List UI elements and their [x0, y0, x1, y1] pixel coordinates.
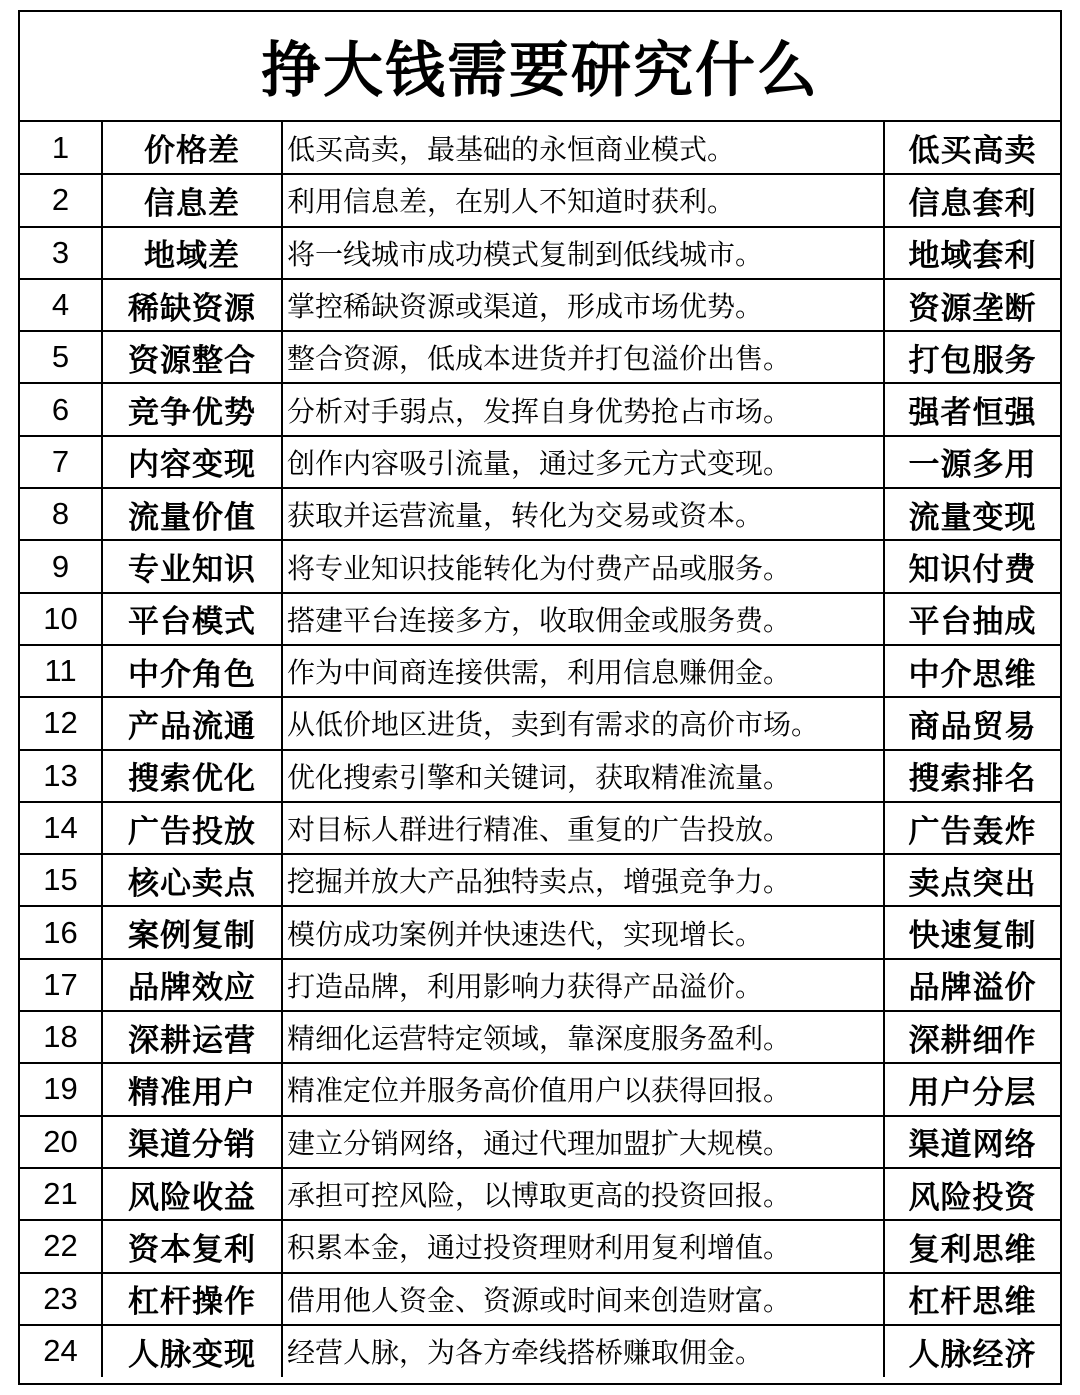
topic-name: 杠杆操作 — [102, 1273, 282, 1325]
table-row — [20, 593, 1060, 645]
topic-name: 深耕运营 — [102, 1011, 282, 1063]
topic-tag: 风险投资 — [884, 1168, 1060, 1220]
topic-tag: 复利思维 — [884, 1220, 1060, 1272]
topic-name: 信息差 — [102, 174, 282, 226]
table-row — [20, 854, 1060, 906]
table-row — [20, 488, 1060, 540]
topic-tag: 广告轰炸 — [884, 802, 1060, 854]
topic-description: 经营人脉，为各方牵线搭桥赚取佣金。 — [282, 1325, 884, 1377]
topic-name: 竞争优势 — [102, 383, 282, 435]
topic-tag: 打包服务 — [884, 331, 1060, 383]
row-number: 18 — [20, 1011, 102, 1063]
table-row — [20, 1220, 1060, 1272]
topic-description: 整合资源，低成本进货并打包溢价出售。 — [282, 331, 884, 383]
table-row — [20, 1273, 1060, 1325]
row-number: 12 — [20, 697, 102, 749]
table-row — [20, 383, 1060, 435]
topic-description: 对目标人群进行精准、重复的广告投放。 — [282, 802, 884, 854]
topic-name: 内容变现 — [102, 436, 282, 488]
table-row — [20, 1116, 1060, 1168]
topic-tag: 流量变现 — [884, 488, 1060, 540]
topic-tag: 商品贸易 — [884, 697, 1060, 749]
topic-description: 获取并运营流量，转化为交易或资本。 — [282, 488, 884, 540]
table-row — [20, 227, 1060, 279]
row-number: 2 — [20, 174, 102, 226]
row-number: 9 — [20, 540, 102, 592]
topic-tag: 卖点突出 — [884, 854, 1060, 906]
table-row — [20, 906, 1060, 958]
topic-name: 搜索优化 — [102, 750, 282, 802]
topic-tag: 中介思维 — [884, 645, 1060, 697]
table-row — [20, 697, 1060, 749]
topic-tag: 深耕细作 — [884, 1011, 1060, 1063]
topic-name: 资源整合 — [102, 331, 282, 383]
table-row — [20, 1063, 1060, 1115]
topic-name: 稀缺资源 — [102, 279, 282, 331]
row-number: 24 — [20, 1325, 102, 1377]
topic-name: 资本复利 — [102, 1220, 282, 1272]
row-number: 20 — [20, 1116, 102, 1168]
table-row — [20, 802, 1060, 854]
row-number: 13 — [20, 750, 102, 802]
topic-name: 产品流通 — [102, 697, 282, 749]
topic-name: 风险收益 — [102, 1168, 282, 1220]
topic-description: 挖掘并放大产品独特卖点，增强竞争力。 — [282, 854, 884, 906]
table-row — [20, 1011, 1060, 1063]
topic-tag: 一源多用 — [884, 436, 1060, 488]
table-row — [20, 122, 1060, 174]
topic-description: 模仿成功案例并快速迭代，实现增长。 — [282, 906, 884, 958]
topic-tag: 信息套利 — [884, 174, 1060, 226]
table-row — [20, 1168, 1060, 1220]
row-number: 17 — [20, 959, 102, 1011]
topic-description: 分析对手弱点，发挥自身优势抢占市场。 — [282, 383, 884, 435]
row-number: 5 — [20, 331, 102, 383]
row-number: 16 — [20, 906, 102, 958]
topic-tag: 品牌溢价 — [884, 959, 1060, 1011]
topic-name: 流量价值 — [102, 488, 282, 540]
table-row — [20, 959, 1060, 1011]
table-row — [20, 750, 1060, 802]
topic-tag: 资源垄断 — [884, 279, 1060, 331]
table-row — [20, 645, 1060, 697]
topic-name: 专业知识 — [102, 540, 282, 592]
row-number: 11 — [20, 645, 102, 697]
table-body — [20, 122, 1060, 1377]
topic-description: 创作内容吸引流量，通过多元方式变现。 — [282, 436, 884, 488]
topic-tag: 平台抽成 — [884, 593, 1060, 645]
content-table-frame — [18, 10, 1062, 1385]
topic-name: 案例复制 — [102, 906, 282, 958]
topic-description: 精细化运营特定领域，靠深度服务盈利。 — [282, 1011, 884, 1063]
row-number: 23 — [20, 1273, 102, 1325]
topic-description: 利用信息差，在别人不知道时获利。 — [282, 174, 884, 226]
topic-tag: 用户分层 — [884, 1063, 1060, 1115]
row-number: 10 — [20, 593, 102, 645]
topic-tag: 强者恒强 — [884, 383, 1060, 435]
topic-description: 承担可控风险，以博取更高的投资回报。 — [282, 1168, 884, 1220]
topic-tag: 渠道网络 — [884, 1116, 1060, 1168]
money-topics-table — [20, 122, 1060, 1377]
topic-description: 精准定位并服务高价值用户以获得回报。 — [282, 1063, 884, 1115]
topic-description: 作为中间商连接供需，利用信息赚佣金。 — [282, 645, 884, 697]
page-title: 挣大钱需要研究什么 — [20, 12, 1060, 122]
topic-tag: 人脉经济 — [884, 1325, 1060, 1377]
topic-description: 从低价地区进货，卖到有需求的高价市场。 — [282, 697, 884, 749]
topic-description: 搭建平台连接多方，收取佣金或服务费。 — [282, 593, 884, 645]
topic-description: 将一线城市成功模式复制到低线城市。 — [282, 227, 884, 279]
topic-name: 渠道分销 — [102, 1116, 282, 1168]
topic-tag: 低买高卖 — [884, 122, 1060, 174]
topic-description: 打造品牌，利用影响力获得产品溢价。 — [282, 959, 884, 1011]
topic-name: 精准用户 — [102, 1063, 282, 1115]
row-number: 22 — [20, 1220, 102, 1272]
table-row — [20, 1325, 1060, 1377]
topic-description: 低买高卖，最基础的永恒商业模式。 — [282, 122, 884, 174]
topic-name: 价格差 — [102, 122, 282, 174]
topic-tag: 地域套利 — [884, 227, 1060, 279]
topic-description: 优化搜索引擎和关键词，获取精准流量。 — [282, 750, 884, 802]
topic-description: 借用他人资金、资源或时间来创造财富。 — [282, 1273, 884, 1325]
row-number: 21 — [20, 1168, 102, 1220]
row-number: 15 — [20, 854, 102, 906]
row-number: 7 — [20, 436, 102, 488]
row-number: 19 — [20, 1063, 102, 1115]
row-number: 14 — [20, 802, 102, 854]
table-row — [20, 174, 1060, 226]
topic-tag: 杠杆思维 — [884, 1273, 1060, 1325]
topic-name: 人脉变现 — [102, 1325, 282, 1377]
topic-name: 中介角色 — [102, 645, 282, 697]
topic-description: 掌控稀缺资源或渠道，形成市场优势。 — [282, 279, 884, 331]
table-row — [20, 279, 1060, 331]
topic-tag: 搜索排名 — [884, 750, 1060, 802]
topic-name: 广告投放 — [102, 802, 282, 854]
topic-tag: 知识付费 — [884, 540, 1060, 592]
topic-name: 品牌效应 — [102, 959, 282, 1011]
topic-tag: 快速复制 — [884, 906, 1060, 958]
topic-description: 建立分销网络，通过代理加盟扩大规模。 — [282, 1116, 884, 1168]
table-row — [20, 540, 1060, 592]
topic-description: 将专业知识技能转化为付费产品或服务。 — [282, 540, 884, 592]
row-number: 4 — [20, 279, 102, 331]
topic-name: 核心卖点 — [102, 854, 282, 906]
topic-name: 平台模式 — [102, 593, 282, 645]
table-row — [20, 331, 1060, 383]
row-number: 3 — [20, 227, 102, 279]
topic-description: 积累本金，通过投资理财利用复利增值。 — [282, 1220, 884, 1272]
row-number: 8 — [20, 488, 102, 540]
row-number: 6 — [20, 383, 102, 435]
table-row — [20, 436, 1060, 488]
topic-name: 地域差 — [102, 227, 282, 279]
row-number: 1 — [20, 122, 102, 174]
